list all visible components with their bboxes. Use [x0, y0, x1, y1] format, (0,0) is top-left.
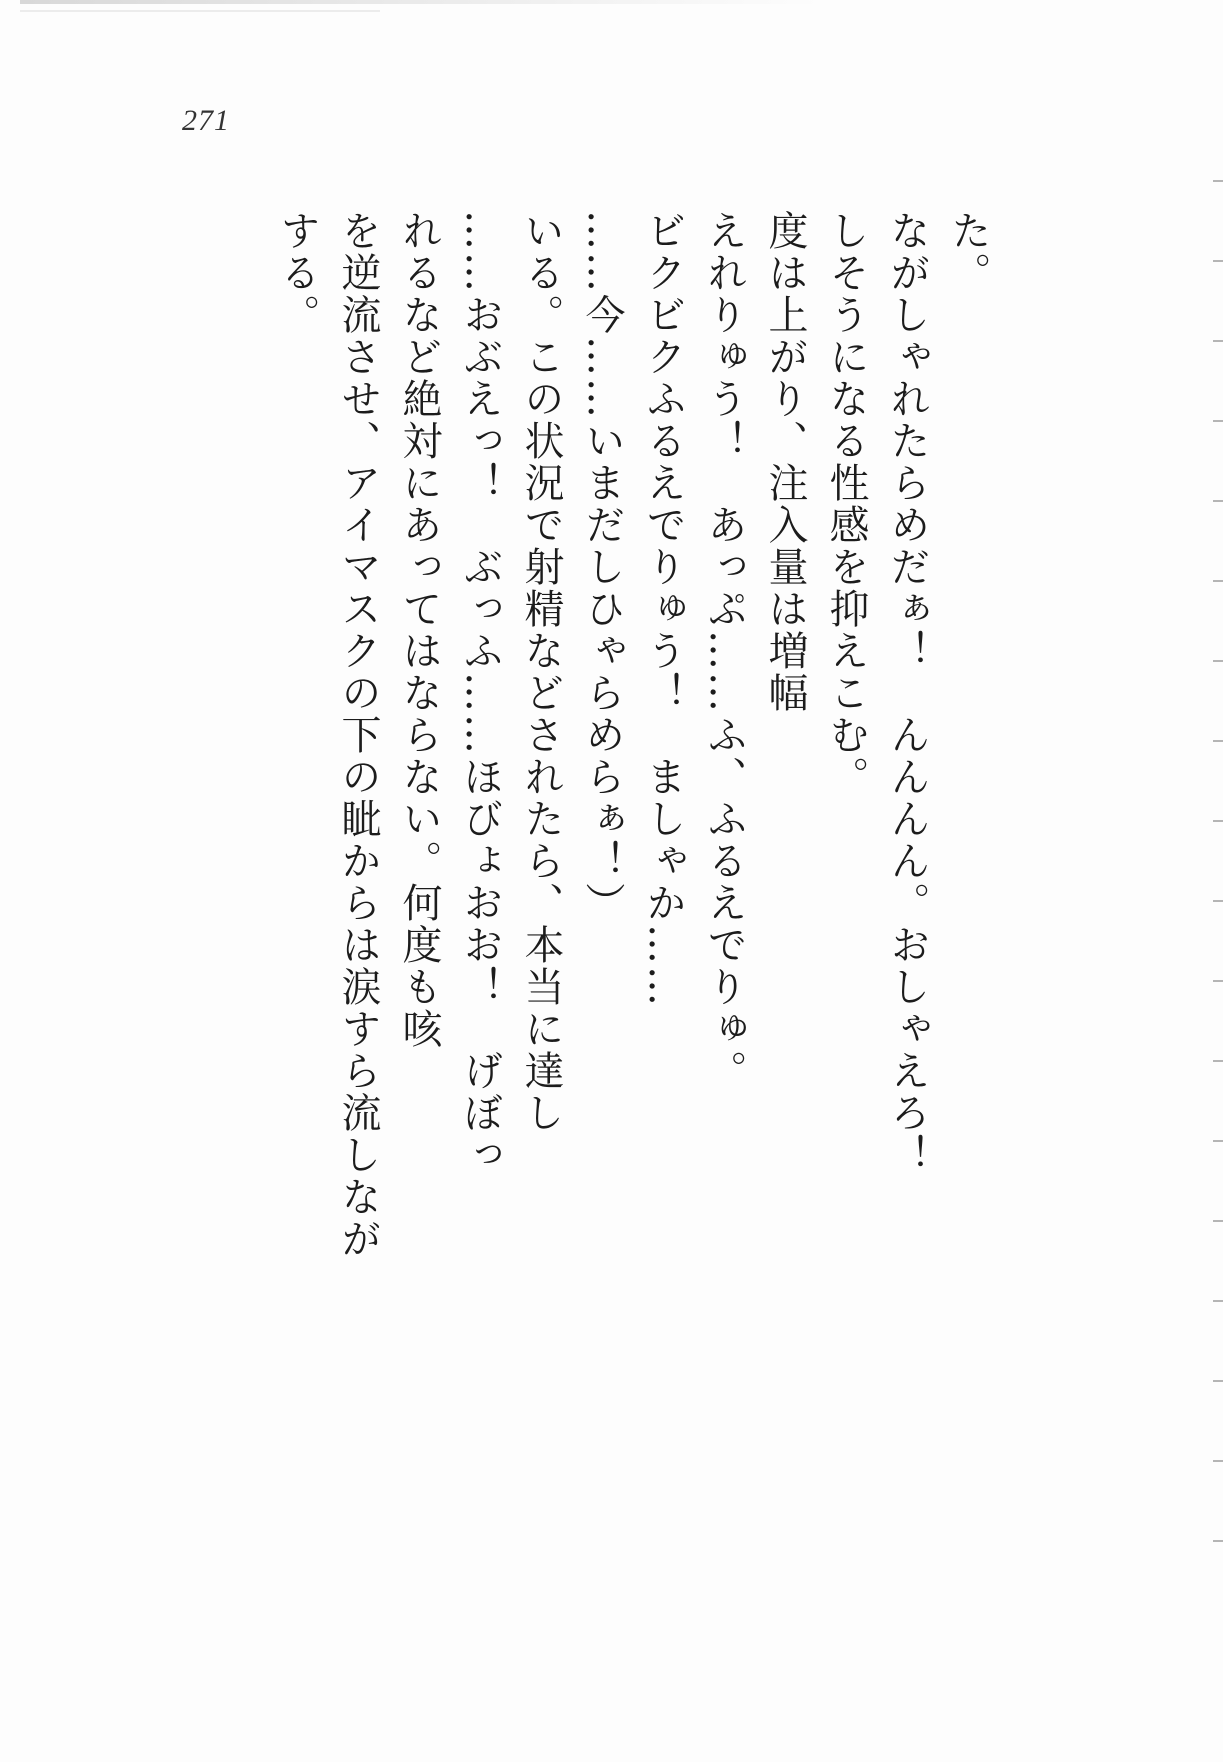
edge-mark: [1213, 1220, 1223, 1222]
body-line-1: た。: [945, 210, 991, 294]
body-line-8: ビクビクふるえでりゅう！ ましゃか……: [640, 210, 686, 1008]
edge-mark: [1213, 660, 1223, 662]
edge-mark: [1213, 900, 1223, 902]
edge-mark: [1213, 340, 1223, 342]
body-line-2: ながしゃれたらめだぁ！ んんんん。おしゃえろ！: [884, 210, 930, 1176]
scan-edge-line: [20, 10, 380, 12]
edge-mark: [1213, 180, 1223, 182]
body-line-4: しそうになる性感を抑えこむ。: [823, 210, 869, 798]
edge-mark: [1213, 1140, 1223, 1142]
body-text: [266, 210, 998, 1730]
edge-mark: [1213, 1460, 1223, 1462]
edge-mark: [1213, 1300, 1223, 1302]
body-line-7: えれりゅう！ あっぷ……ふ、ふるえでりゅ。: [701, 210, 747, 1092]
edge-mark: [1213, 420, 1223, 422]
edge-mark: [1213, 1380, 1223, 1382]
page-edge-marks: [1207, 180, 1223, 1640]
body-line-14: れるなど絶対にあってはならない。何度も咳: [396, 210, 442, 1050]
edge-mark: [1213, 1540, 1223, 1542]
edge-mark: [1213, 820, 1223, 822]
scan-edge-shadow: [20, 0, 820, 4]
body-line-9: ……今……いまだしひゃらめらぁ！）: [579, 210, 625, 924]
body-line-15: を逆流させ、アイマスクの下の眦からは涙すら流しなが: [335, 210, 381, 1260]
edge-mark: [1213, 1060, 1223, 1062]
body-line-16: する。: [274, 210, 320, 336]
edge-mark: [1213, 260, 1223, 262]
body-line-10: いる。この状況で射精などされたら、本当に達し: [518, 210, 564, 1134]
body-line-5: 度は上がり、注入量は増幅: [762, 210, 808, 714]
edge-mark: [1213, 980, 1223, 982]
page-number: 271: [182, 104, 230, 137]
edge-mark: [1213, 580, 1223, 582]
body-line-12: ……おぶえっ！ ぶっふ……ほびょおお！ げぼっ: [457, 210, 503, 1176]
edge-mark: [1213, 740, 1223, 742]
edge-mark: [1213, 500, 1223, 502]
